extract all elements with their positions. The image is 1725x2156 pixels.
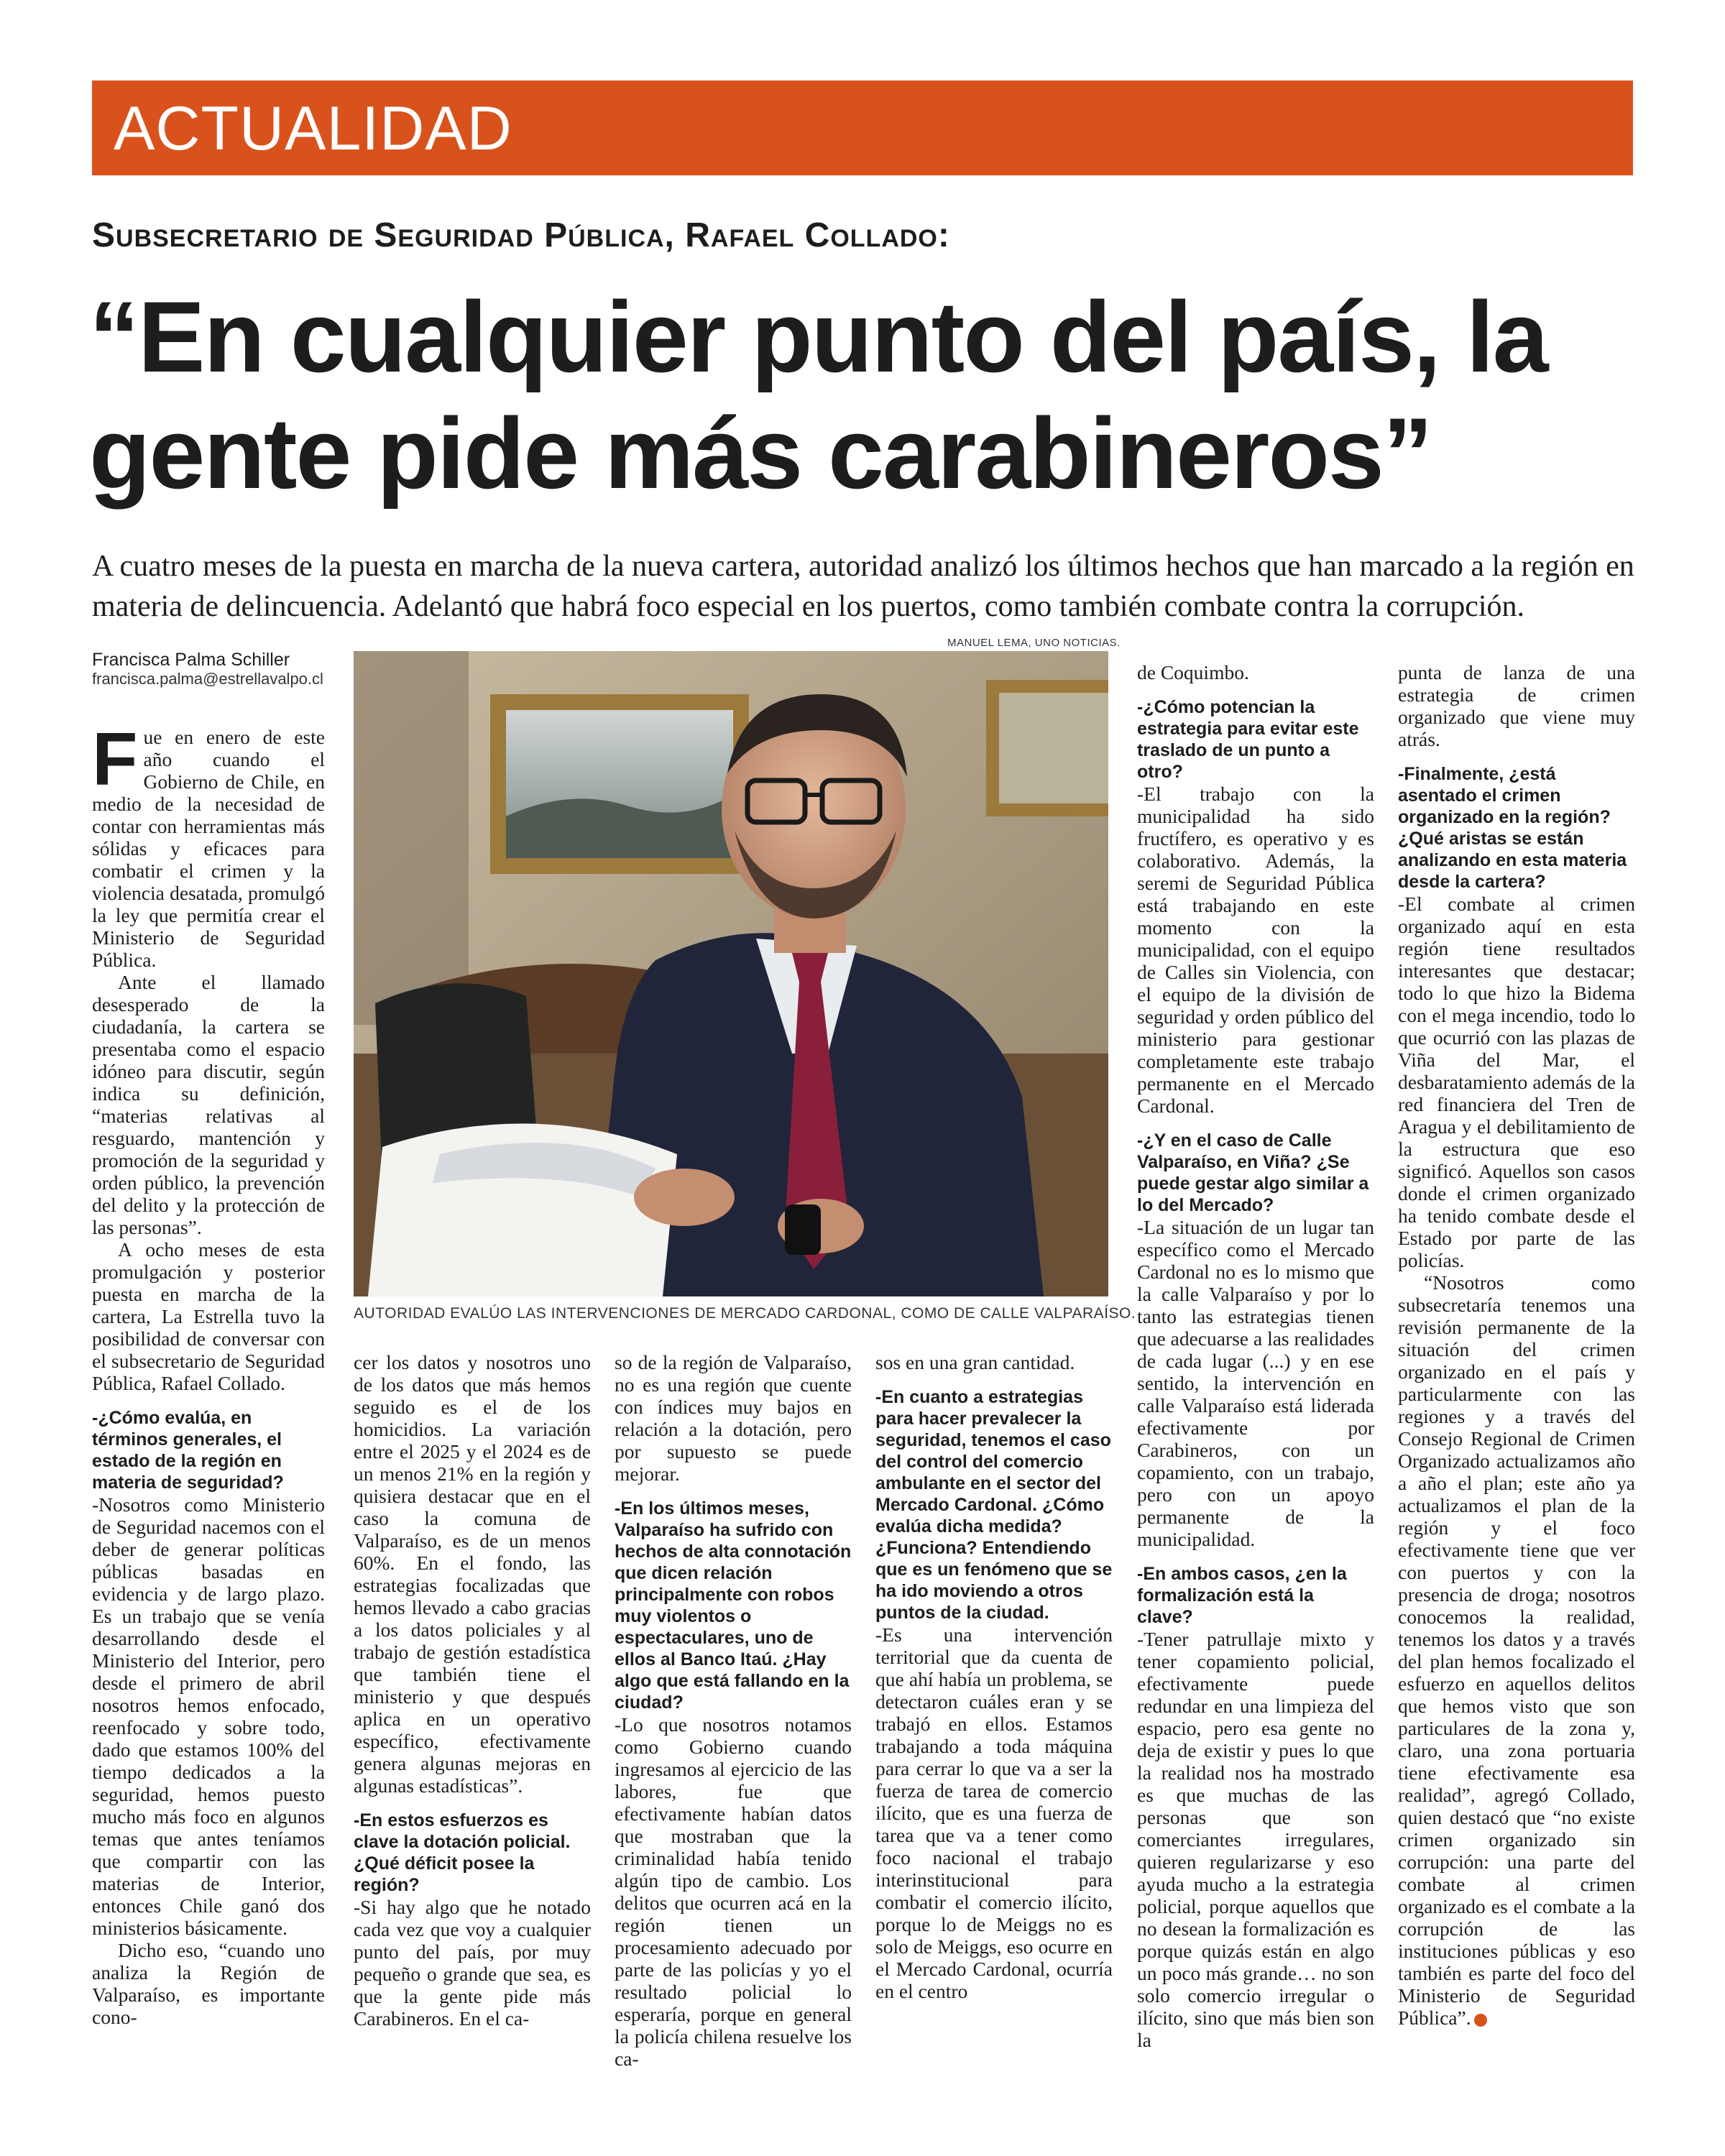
section-band xyxy=(92,80,1633,175)
interview-question: -¿Cómo potencian la estrategia para evitar este traslado de un punto a otro? xyxy=(1137,697,1359,782)
interview-question: -¿Y en el caso de Calle Valparaíso, en Viña? ¿Se puede gestar algo similar a lo del Mercado? xyxy=(1137,1130,1369,1215)
interview-question: -En cuanto a estrategias para hacer prevalecer la seguridad, tenemos el caso del control del comercio ambulante en el sector del Mercado Cardonal. ¿Cómo evalúa dicha medida? ¿Funciona? Entendiendo que es un fenómeno que se ha ido moviendo a otros puntos de la ciudad. xyxy=(875,1387,1113,1623)
portrait-illustration xyxy=(354,651,1108,1296)
column-6 xyxy=(1398,661,1635,2029)
interview-question: -Finalmente, ¿está asentado el crimen organizado en la región? ¿Qué aristas se están analizando en esta materia desde la cartera? xyxy=(1398,764,1627,892)
interview-answer: -La situación de un lugar tan específico como el Mercado Cardonal no es lo mismo que la calle Valparaíso y por lo tanto las estrategias tienen que adecuarse a las realidades de cada lugar (...) y en ese sentido, la intervención en calle Valparaíso está liderada efectivamente por Carabineros, con un copamiento, con un trabajo, pero con un apoyo permanente de la municipalidad. xyxy=(1137,1216,1374,1550)
paragraph: Dicho eso, “cuando uno analiza la Región de Valparaíso, es importante cono- xyxy=(92,1939,325,2028)
paragraph: Ante el llamado desesperado de la ciudadanía, la cartera se presentaba como el espacio idóneo para discutir, según indica su definición, “materias relativas al resguardo, mantención y promoción de la seguridad y orden público, la prevención del delito y la protección de las personas”. xyxy=(92,971,325,1238)
interview-question: -En ambos casos, ¿en la formalización está la clave? xyxy=(1137,1564,1347,1627)
photo-credit: MANUEL LEMA, UNO NOTICIAS. xyxy=(947,637,1121,649)
closing-paragraph xyxy=(1398,1271,1635,2029)
paragraph: A ocho meses de esta promulgación y posterior puesta en marcha de la cartera, La Estrella tuvo la posibilidad de conversar con el subsecretario de Seguridad Pública, Rafael Collado. xyxy=(92,1238,325,1394)
headline-line-2: gente pide más carabineros” xyxy=(89,397,1432,510)
interview-answer: -El trabajo con la municipalidad ha sido fructífero, es operativo y es colaborativo. Además, la seremi de Seguridad Pública está trabajando en este momento con la municipalidad, con el equipo de Calles sin Violencia, con el equipo de la división de seguridad y orden público del ministerio para gestionar completamente este trabajo permanente en el Mercado Cardonal. xyxy=(1137,783,1374,1117)
headline xyxy=(89,279,1642,512)
drop-cap: F xyxy=(92,718,138,801)
interview-answer: -Nosotros como Ministerio de Seguridad nacemos con el deber de generar políticas públicas basadas en evidencia y de largo plazo. Es un trabajo que se venía desarrollando desde el Ministerio del Interior, pero desde el primero de abril nosotros hemos enfocado, reenfocado y sobre todo, dado que estamos 100% del tiempo dedicados a la seguridad, hemos puesto mucho más foco en algunos temas que antes teníamos que compartir con las materias de Interior, entonces Chile ganó dos ministerios básicamente. xyxy=(92,1493,325,1939)
first-paragraph-text: ue en enero de este año cuando el Gobierno de Chile, en medio de la necesidad de contar con herramientas más sólidas y eficaces para combatir el crimen y la violencia desatada, promulgó la ley que permitía crear el Ministerio de Seguridad Pública. xyxy=(92,726,325,971)
byline-email: francisca.palma@estrellavalpo.cl xyxy=(92,670,323,688)
column-3 xyxy=(615,1351,852,2070)
lead-paragraph: A cuatro meses de la puesta en marcha de la nueva cartera, autoridad analizó los últimos hechos que han marcado a la región en materia de delincuencia. Adelantó que habrá foco especial en los puertos, como también combate contra la corrupción. xyxy=(92,550,1634,623)
interview-question: -En los últimos meses, Valparaíso ha sufrido con hechos de alta connotación que dicen relación principalmente con robos muy violentos o espectaculares, uno de ellos al Banco Itaú. ¿Hay algo que está fallando en la ciudad? xyxy=(615,1498,852,1713)
interview-answer: -Si hay algo que he notado cada vez que voy a cualquier punto del país, por muy pequeño o grande que sea, es que la gente pide más Carabineros. En el ca- xyxy=(354,1896,591,2030)
column-5 xyxy=(1137,661,1374,2051)
column-4 xyxy=(875,1351,1113,2002)
interview-question: -En estos esfuerzos es clave la dotación policial. ¿Qué déficit posee la región? xyxy=(354,1810,571,1895)
end-mark-icon xyxy=(1474,2014,1487,2027)
interview-answer: -Es una intervención territorial que da cuenta de que ahí había un problema, se detectaron cuáles eran y se trabajó en ellos. Estamos trabajando a toda máquina para cerrar lo que va a ser la fuerza de tarea de comercio ilícito, que es una fuerza de tarea que va a tener como foco nacional el trabajo interinstitucional para combatir el comercio ilícito, porque lo de Meiggs no es solo de Meiggs, eso ocurre en el Mercado Cardonal, ocurría en el centro xyxy=(875,1623,1113,2002)
section-label: ACTUALIDAD xyxy=(114,94,512,163)
interview-answer: de Coquimbo. xyxy=(1137,661,1249,683)
interview-question: -¿Cómo evalúa, en términos generales, el estado de la región en materia de seguridad? xyxy=(92,1408,284,1493)
interview-answer: -El combate al crimen organizado aquí en esta región tiene resultados interesantes que destacar; todo lo que hizo la Bidema con el mega incendio, todo lo que ocurrió con las plazas de Viña del Mar, el desbaratamiento además de la red financiera del Tren de Aragua y el debilitamiento de la estructura que eso significó. Aquellos son casos donde el crimen organizado ha tenido combate desde el Estado por parte de las policías. xyxy=(1398,893,1635,1271)
interview-answer: sos en una gran cantidad. xyxy=(875,1351,1075,1373)
interview-answer: so de la región de Valparaíso, no es una región que cuente con índices muy bajos en relación a la dotación, pero por supuesto se puede mejorar. xyxy=(615,1351,852,1485)
portrait-photo xyxy=(354,651,1108,1296)
first-paragraph xyxy=(92,718,325,971)
photo-caption: AUTORIDAD EVALÚO LAS INTERVENCIONES DE MERCADO CARDONAL, COMO DE CALLE VALPARAÍSO. xyxy=(354,1305,1136,1322)
column-2 xyxy=(354,1351,591,2030)
interview-answer: -Lo que nosotros notamos como Gobierno cuando ingresamos al ejercicio de las labores, fue que efectivamente habían datos que mostraban que la criminalidad había tenido algún tipo de cambio. Los delitos que ocurren acá en la región tienen un procesamiento adecuado por parte de las policías y yo el resultado policial lo esperaría, porque en general la policía chilena resuelve los ca- xyxy=(615,1713,852,2070)
interview-answer: punta de lanza de una estrategia de crimen organizado que viene muy atrás. xyxy=(1398,661,1635,750)
interview-answer: -Tener patrullaje mixto y tener copamiento policial, efectivamente puede redundar en una limpieza del espacio, pero esa gente no deja de existir y pues lo que la realidad nos ha mostrado es que muchas de las personas que son comerciantes irregulares, quieren regularizarse y eso ayuda mucho a la estrategia policial, porque aquellos que no desean la formalización es porque quizás están en algo un poco más grande… no son solo comercio irregular o ilícito, sino que más bien son la xyxy=(1137,1628,1374,2051)
column-1 xyxy=(92,718,325,2028)
interview-answer: cer los datos y nosotros uno de los datos que más hemos seguido es el de los homicidios. La variación entre el 2025 y el 2024 es de un menos 21% en la región y quisiera destacar que en el caso la comuna de Valparaíso, es de un menos 60%. En el fondo, las estrategias focalizadas que hemos llevado a cabo gracias a los datos policiales y al trabajo de gestión estadística que también tiene el ministerio y que después aplica en un operativo específico, efectivamente genera algunas mejoras en algunas estadísticas”. xyxy=(354,1351,591,1797)
closing-paragraph-text: “Nosotros como subsecretaría tenemos una revisión permanente de la situación del crimen organizado en el país y particularmente con las regiones y a través del Consejo Regional de Crimen Organizado actualizamos año a año el plan; este año ya actualizamos el plan de la región y el foco efectivamente tiene que ver con puertos y con la presencia de droga; nosotros conocemos la realidad, tenemos los datos y a través del plan hemos focalizado el esfuerzo en aquellos delitos que hemos visto que son particulares de la zona y, claro, una zona portuaria tiene efectivamente esa realidad”, agregó Collado, quien destacó que “no existe crimen organizado sin corrupción: una parte del combate al crimen organizado es el combate a la corrupción de las instituciones públicas y eso también es parte del foco del Ministerio de Seguridad Pública”. xyxy=(1398,1271,1635,2029)
byline-name: Francisca Palma Schiller xyxy=(92,650,290,670)
headline-line-1: “En cualquier punto del país, la xyxy=(89,280,1547,393)
kicker: Subsecretario de Seguridad Pública, Rafael Collado: xyxy=(92,216,950,254)
